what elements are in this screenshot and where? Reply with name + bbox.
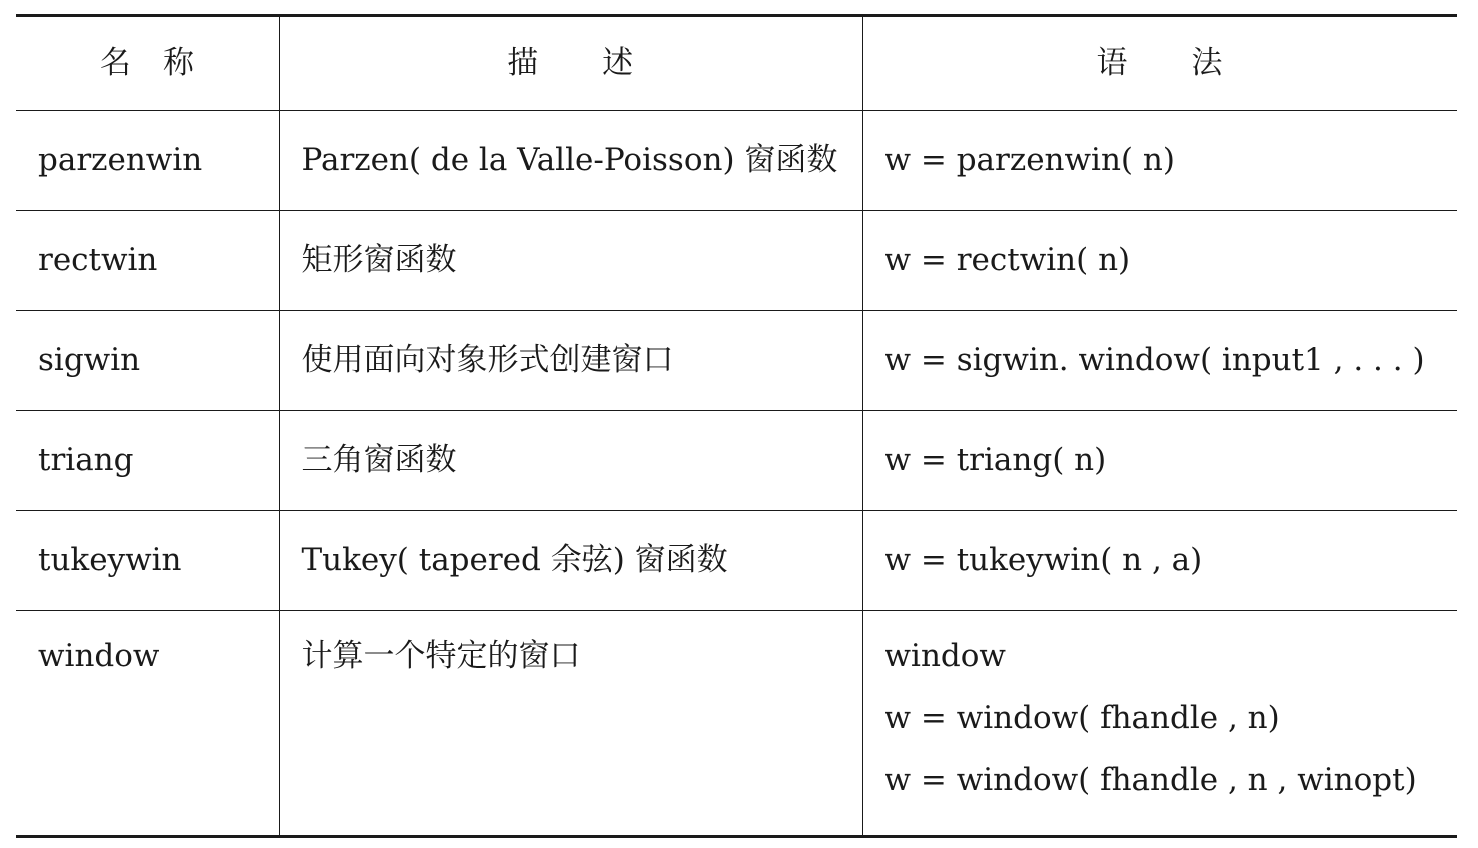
syntax-line: w = rectwin( n) (884, 242, 1131, 278)
table-row (16, 211, 1457, 311)
table-row (16, 411, 1457, 511)
syntax-line: w = triang( n) (884, 442, 1107, 478)
syntax-line: w = window( fhandle , n) (884, 700, 1280, 736)
cell-description: 计算一个特定的窗口 (279, 611, 862, 837)
cell-name: sigwin (16, 311, 279, 411)
header-syntax: 语 法 (862, 16, 1457, 111)
window-functions-table (16, 14, 1457, 838)
syntax-line: w = parzenwin( n) (884, 142, 1175, 178)
table-body (16, 111, 1457, 837)
cell-name: tukeywin (16, 511, 279, 611)
cell-description: Tukey( tapered 余弦) 窗函数 (279, 511, 862, 611)
cell-syntax (862, 111, 1457, 211)
cell-description: 矩形窗函数 (279, 211, 862, 311)
cell-name: triang (16, 411, 279, 511)
cell-syntax (862, 511, 1457, 611)
cell-name: window (16, 611, 279, 837)
header-name: 名 称 (99, 45, 195, 81)
header-row (16, 16, 1457, 111)
cell-syntax (862, 311, 1457, 411)
cell-syntax (862, 411, 1457, 511)
table-row (16, 311, 1457, 411)
table-header (16, 16, 1457, 111)
table-row (16, 611, 1457, 837)
cell-description: 三角窗函数 (279, 411, 862, 511)
cell-syntax (862, 211, 1457, 311)
syntax-line: window (884, 638, 1006, 674)
table-row (16, 111, 1457, 211)
table-row (16, 511, 1457, 611)
cell-name: parzenwin (16, 111, 279, 211)
syntax-line: w = window( fhandle , n , winopt) (884, 762, 1417, 798)
cell-description: 使用面向对象形式创建窗口 (279, 311, 862, 411)
header-description: 描 述 (279, 16, 862, 111)
cell-description: Parzen( de la Valle-Poisson) 窗函数 (279, 111, 862, 211)
cell-name: rectwin (16, 211, 279, 311)
syntax-line: w = tukeywin( n , a) (884, 542, 1203, 578)
syntax-line: w = sigwin. window( input1 , . . . ) (884, 342, 1425, 378)
cell-syntax (862, 611, 1457, 837)
